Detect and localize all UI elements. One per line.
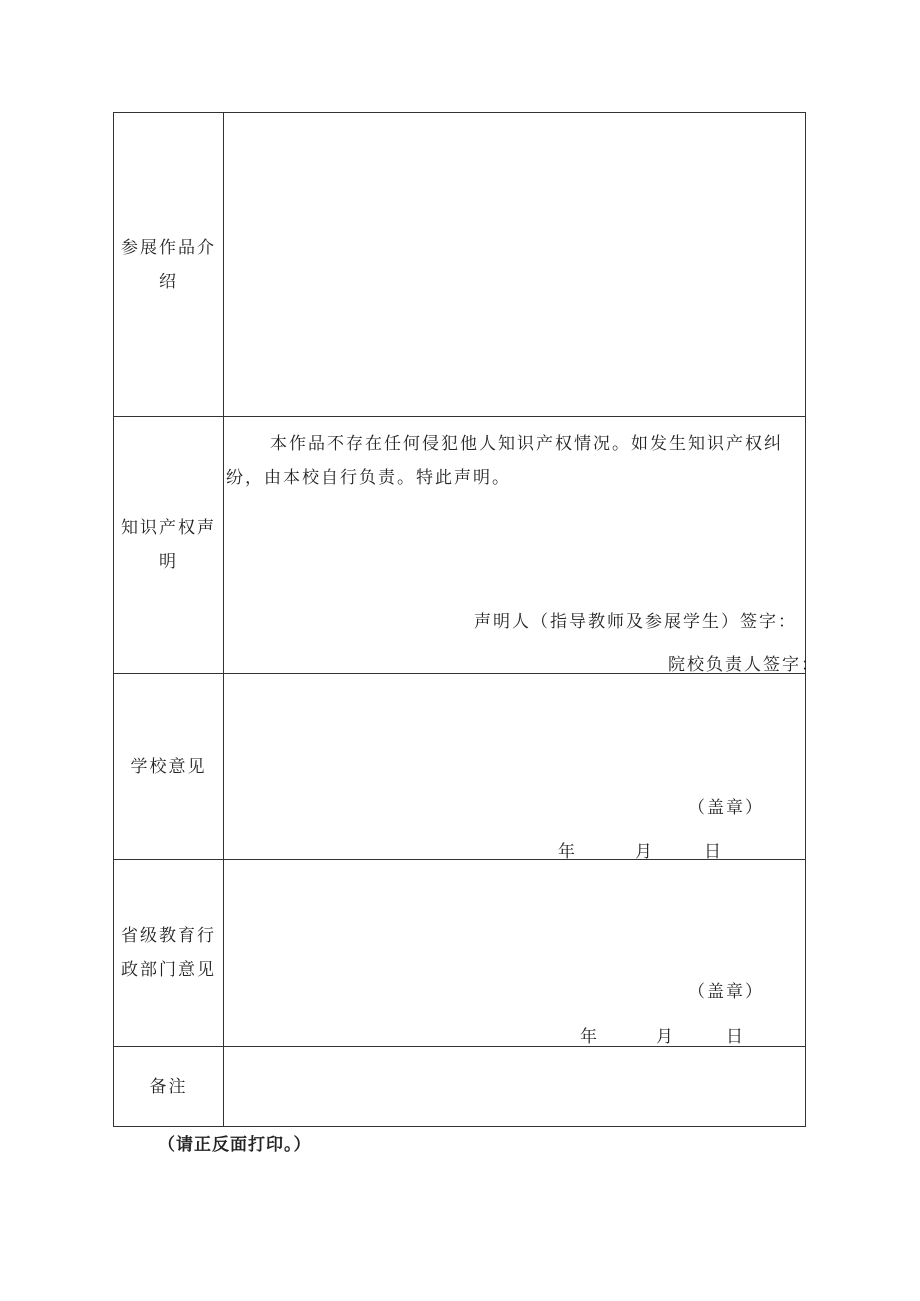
school-head-signature-label: 院校负责人签字： [668, 655, 820, 675]
print-instruction-note: （请正反面打印。） [158, 1135, 312, 1155]
remarks-field[interactable] [224, 1047, 806, 1126]
province-year-label: 年 [580, 1027, 599, 1047]
province-month-label: 月 [656, 1027, 675, 1047]
work-intro-field[interactable] [224, 113, 806, 416]
application-form-table [113, 112, 820, 1127]
row-province-opinion [114, 860, 806, 1047]
row-ip-declaration [114, 417, 820, 675]
province-seal-label: （盖章） [688, 982, 764, 1002]
ip-declaration-field [224, 417, 820, 675]
province-day-label: 日 [726, 1027, 745, 1047]
school-opinion-label: 学校意见 [114, 674, 224, 859]
remarks-label: 备注 [114, 1047, 224, 1126]
school-year-label: 年 [558, 842, 577, 862]
declarant-signature-label: 声明人（指导教师及参展学生）签字： [474, 612, 797, 632]
school-day-label: 日 [704, 842, 723, 862]
ip-statement-text: 本作品不存在任何侵犯他人知识产权情况。如发生知识产权纠纷，由本校自行负责。特此声明。 [226, 434, 783, 488]
row-remarks [114, 1047, 806, 1127]
school-seal-label: （盖章） [688, 798, 764, 818]
school-month-label: 月 [635, 842, 654, 862]
work-intro-label: 参展作品介绍 [114, 113, 224, 416]
row-work-intro [114, 113, 806, 417]
province-opinion-label: 省级教育行政部门意见 [114, 860, 224, 1046]
province-opinion-field[interactable] [224, 860, 806, 1046]
school-opinion-field[interactable] [224, 674, 806, 862]
row-school-opinion [114, 674, 806, 860]
ip-declaration-label: 知识产权声明 [114, 417, 224, 673]
